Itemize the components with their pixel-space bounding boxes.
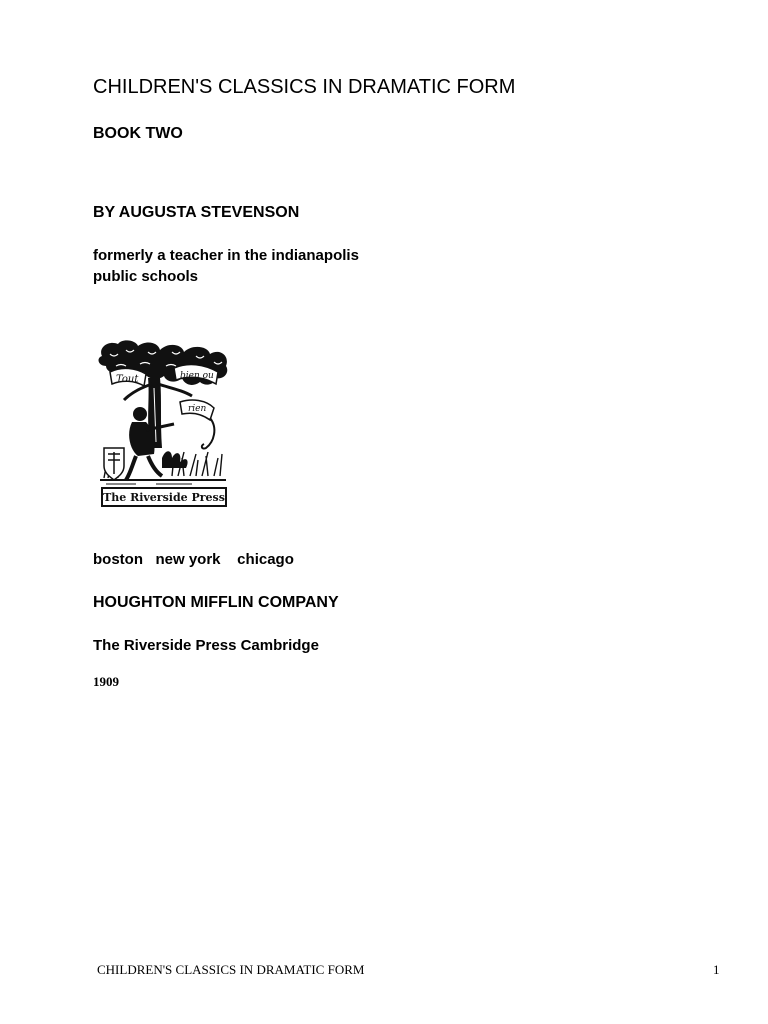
book-number: BOOK TWO	[93, 125, 183, 142]
author-description-line-2: public schools	[93, 268, 199, 285]
document-title: CHILDREN'S CLASSICS IN DRAMATIC FORM	[93, 76, 516, 98]
banner-lower-text: rien	[188, 404, 207, 414]
footer-page-number: 1	[713, 962, 720, 977]
device-footer-label: The Riverside Press	[103, 491, 225, 504]
riverside-press-printers-mark-icon	[96, 338, 231, 513]
publisher-name: HOUGHTON MIFFLIN COMPANY	[93, 594, 339, 611]
author-description	[93, 245, 359, 287]
author-line: BY AUGUSTA STEVENSON	[93, 204, 300, 221]
press-name: The Riverside Press Cambridge	[93, 637, 319, 654]
author-description-line-1: formerly a teacher in the indianapolis	[93, 247, 359, 264]
footer-running-title: CHILDREN'S CLASSICS IN DRAMATIC FORM	[97, 962, 365, 977]
banner-upper-right-text: bien ou	[180, 371, 214, 381]
publication-year: 1909	[93, 674, 119, 689]
banner-upper-left-text: Tout	[116, 374, 139, 385]
publication-cities: boston new york chicago	[93, 551, 294, 568]
